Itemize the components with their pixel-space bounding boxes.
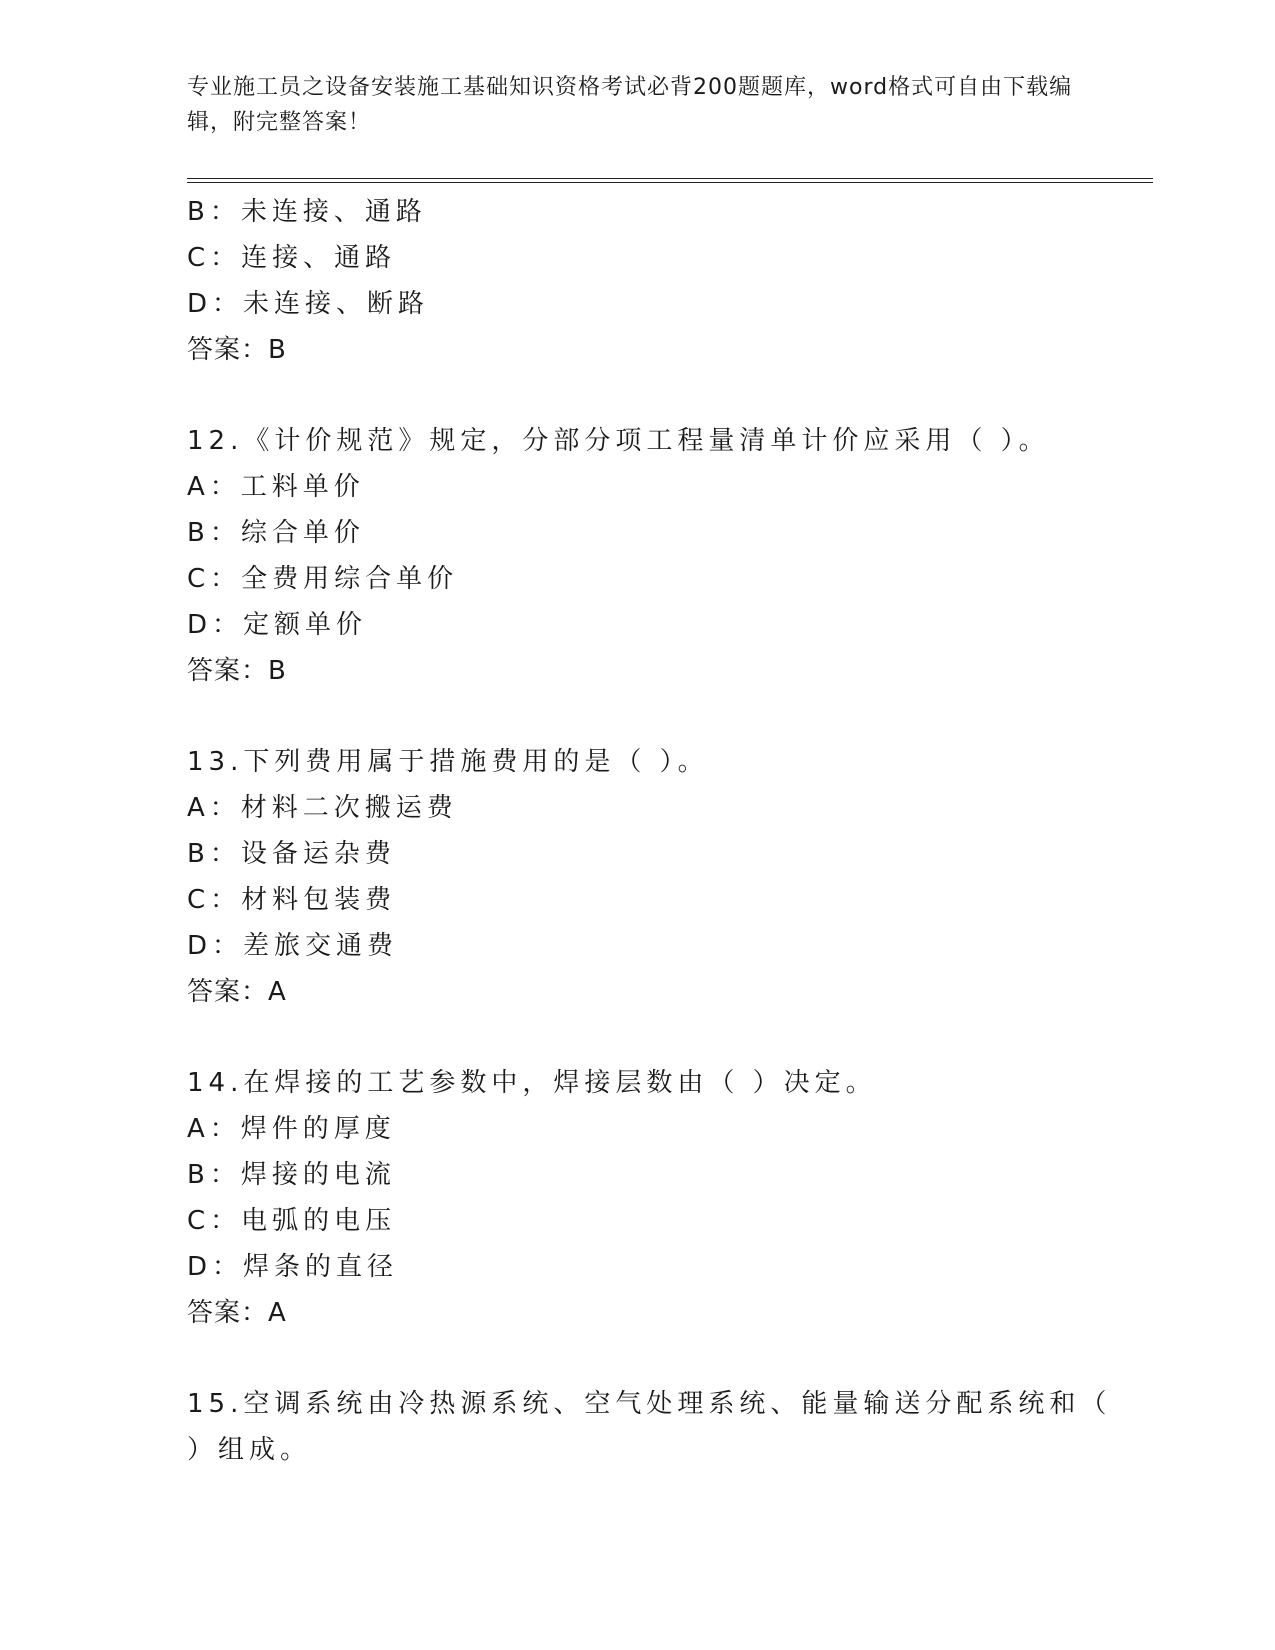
option-c: C：连接、通路 — [187, 243, 397, 273]
option-c: C：电弧的电压 — [187, 1206, 397, 1236]
answer: 答案：B — [187, 656, 287, 686]
option-b: B：综合单价 — [187, 518, 365, 548]
question-stem: 14.在焊接的工艺参数中，焊接层数由（ ）决定。 — [187, 1068, 877, 1098]
answer: 答案：B — [187, 335, 287, 365]
question-stem-continued: ）组成。 — [187, 1435, 312, 1465]
option-a: A：焊件的厚度 — [187, 1114, 396, 1144]
option-d: D：定额单价 — [187, 610, 368, 640]
option-c: C：材料包装费 — [187, 885, 397, 915]
option-a: A：工料单价 — [187, 472, 365, 502]
option-d: D：焊条的直径 — [187, 1252, 399, 1282]
answer: 答案：A — [187, 977, 287, 1007]
option-b: B：设备运杂费 — [187, 839, 396, 869]
question-stem: 12.《计价规范》规定，分部分项工程量清单计价应采用（ ）。 — [187, 426, 1050, 456]
option-c: C：全费用综合单价 — [187, 564, 459, 594]
answer: 答案：A — [187, 1298, 287, 1328]
option-b: B：未连接、通路 — [187, 197, 427, 227]
option-b: B：焊接的电流 — [187, 1160, 396, 1190]
option-d: D：未连接、断路 — [187, 289, 430, 319]
question-stem: 13.下列费用属于措施费用的是（ ）。 — [187, 747, 709, 777]
option-a: A：材料二次搬运费 — [187, 793, 458, 823]
page-header: 专业施工员之设备安装施工基础知识资格考试必背200题题库，word格式可自由下载编辑，附完整答案！ — [187, 75, 1073, 135]
question-list — [187, 189, 1153, 1473]
header-divider-top — [187, 178, 1153, 179]
header-divider-bottom — [187, 182, 1153, 183]
question-stem: 15.空调系统由冷热源系统、空气处理系统、能量输送分配系统和（ — [187, 1389, 1112, 1419]
option-d: D：差旅交通费 — [187, 931, 399, 961]
